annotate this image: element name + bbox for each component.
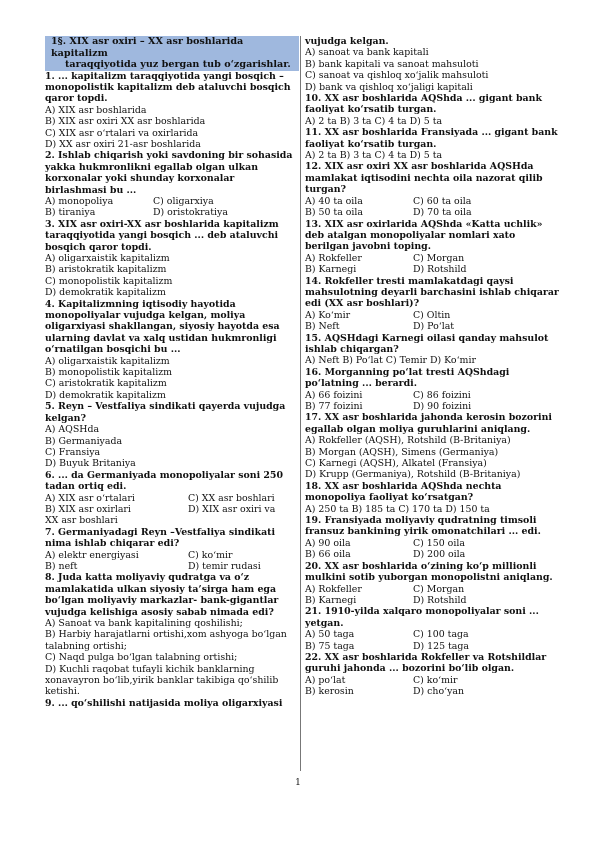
answer-option: C) 100 taga: [413, 629, 469, 641]
question-text: 20. XX asr boshlarida o‘zining ko‘p millionli mulkini sotib yuborgan monopolistni aniqlang.: [305, 560, 553, 584]
question-text: 16. Morganning po‘lat tresti AQShdagi po‘latning ... berardi.: [305, 366, 510, 390]
answer-option: A) elektr energiyasi: [45, 549, 139, 561]
question-text: 9. ... qo‘shilishi natijasida moliya oligarxiyasi: [45, 697, 283, 709]
answer-option: XX asr boshlari: [45, 515, 118, 527]
answer-option: D) cho‘yan: [413, 686, 464, 698]
answer-option: D) 70 ta oila: [413, 207, 472, 219]
answer-option-row: [305, 207, 559, 218]
answer-option: B) Harbiy harajatlarni ortishi,xom ashyoga bo‘lgan talabning ortishi;: [45, 629, 287, 652]
answer-option: B) 50 ta oila: [305, 207, 364, 219]
right-question-list: [305, 36, 559, 698]
question-text: 3. XIX asr oxiri-XX asr boshlarida kapitalizm taraqqiyotida yangi bosqich ... deb ataluvchi bosqich qaror topdi.: [45, 218, 279, 253]
answer-option: A) 50 taga: [305, 629, 355, 641]
question-text: 22. XX asr boshlarida Rokfeller va Rotshildlar guruhi jahonda ... bozorini bo‘lib olgan.: [305, 651, 547, 675]
question-text: 5. Reyn – Vestfaliya sindikati qayerda vujudga kelgan?: [45, 401, 286, 424]
answer-option: A) monopoliya: [45, 195, 114, 207]
question-text: 12. XIX asr oxiri XX asr boshlarida AQSHda mamlakat iqtisodini nechta oila nazorat qilib turgan?: [305, 161, 543, 196]
answer-option: B) tiraniya: [45, 207, 96, 219]
answer-option: C) Fransiya: [45, 446, 101, 458]
answer-option: C) 86 foizini: [413, 389, 471, 401]
answer-option: A) Rokfeller: [305, 252, 362, 264]
answer-option: A) oligarxaistik kapitalizm: [45, 253, 170, 264]
answer-option: C) XIX asr o‘rtalari va oxirlarida: [45, 127, 199, 139]
answer-option: C) Morgan: [413, 252, 465, 264]
answer-option-row: [45, 196, 299, 207]
answer-option: C) 150 oila: [413, 537, 465, 549]
answer-option: C) ko‘mir: [188, 549, 233, 561]
answer-option: A) 2 ta B) 3 ta C) 4 ta D) 5 ta: [305, 115, 443, 127]
answer-option: C) monopolistik kapitalizm: [45, 275, 173, 287]
answer-option: B) 75 taga: [305, 640, 355, 652]
question-text: 11. XX asr boshlarida Fransiyada ... gigant bank faoliyat ko‘rsatib turgan.: [305, 127, 558, 150]
answer-option-row: [305, 390, 559, 401]
answer-option: C) Oltin: [413, 309, 451, 321]
answer-option-row: [305, 595, 559, 606]
answer-option: B) XIX asr oxirlari: [45, 503, 131, 515]
answer-option: A) 250 ta B) 185 ta C) 170 ta D) 150 ta: [305, 503, 490, 515]
answer-option: A) Neft B) Po‘lat C) Temir D) Ko‘mir: [305, 355, 476, 367]
right-column: [305, 36, 559, 698]
answer-option: B) Karnegi: [305, 264, 357, 276]
answer-option: C) oligarxiya: [153, 195, 214, 207]
answer-option: A) sanoat va bank kapitali: [305, 47, 429, 59]
answer-option: B) neft: [45, 560, 78, 572]
column-divider: [300, 36, 301, 771]
answer-option-row: [305, 641, 559, 652]
question-text: 21. 1910-yilda xalqaro monopoliyalar soni ... yetgan.: [305, 606, 539, 629]
answer-option-row: [45, 493, 299, 504]
answer-option: D) XX asr oxiri 21-asr boshlarida: [45, 138, 201, 150]
question-text: 10. XX asr boshlarida AQShda ... gigant bank faoliyat ko‘rsatib turgan.: [305, 93, 542, 116]
answer-option: C) aristokratik kapitalizm: [45, 378, 167, 390]
answer-option-row: [305, 629, 559, 640]
answer-option: B) Karnegi: [305, 594, 357, 606]
answer-option: A) Rokfeller: [305, 583, 362, 595]
answer-option: B) Neft: [305, 321, 340, 333]
answer-option: D) Krupp (Germaniya), Rotshild (B-Britaniya): [305, 469, 521, 481]
answer-option: B) 77 foizini: [305, 401, 363, 412]
answer-option: B) aristokratik kapitalizm: [45, 264, 167, 276]
answer-option-row: [305, 253, 559, 264]
answer-option: D) Po‘lat: [413, 321, 455, 333]
answer-option: B) monopolistik kapitalizm: [45, 367, 173, 379]
answer-option-row: [305, 549, 559, 560]
answer-option: A) 40 ta oila: [305, 195, 363, 207]
answer-option: C) Naqd pulga bo‘lgan talabning ortishi;: [45, 652, 238, 664]
answer-option: C) 60 ta oila: [413, 195, 472, 207]
answer-option: A) po‘lat: [305, 674, 346, 686]
answer-option: A) Ko‘mir: [305, 309, 351, 321]
section-title-line1: 1§. XIX asr oxiri – XX asr boshlarida kapitalizm: [51, 36, 244, 59]
answer-option: D) Rotshild: [413, 264, 467, 276]
question-text: 4. Kapitalizmning iqtisodiy hayotida monopoliyalar vujudga kelgan, moliya oligarxiyasi shakllangan, siyosiy hayotda esa ularning davlat va xalq ustidan hukmronligi o‘rnatilgan bosqichi bu ...: [45, 298, 280, 356]
question-text: 8. Juda katta moliyaviy qudratga va o‘z mamlakatida ulkan siyosiy ta’sirga ham ega bo‘lgan moliyaviy markazlar- bank-gigantlar vujudga kelishiga asosiy sabab nimada edi?: [45, 572, 279, 618]
answer-option: B) kerosin: [305, 686, 354, 698]
question-text: 7. Germaniyadagi Reyn –Vestfaliya sindikati nima ishlab chiqarar edi?: [45, 526, 276, 550]
answer-option-row: [305, 401, 559, 412]
answer-option-row: [305, 686, 559, 697]
answer-option: A) XIX asr o‘rtalari: [45, 492, 135, 504]
page-number: 1: [295, 778, 301, 788]
answer-option-row: [45, 504, 299, 515]
question-text: 6. ... da Germaniyada monopoliyalar soni 250 tadan ortiq edi.: [45, 469, 283, 493]
answer-option: A) oligarxaistik kapitalizm: [45, 355, 170, 367]
answer-option: B) bank kapitali va sanoat mahsuloti: [305, 58, 479, 70]
answer-option-row: [45, 207, 299, 218]
section-title: [45, 36, 299, 71]
answer-option: C) XX asr boshlari: [188, 492, 275, 504]
left-question-list: [45, 71, 299, 710]
question-text: 2. Ishlab chiqarish yoki savdoning bir sohasida yakka hukmronlikni egallab olgan ulkan korxonalar yoki shunday korxonalar birlashmasi bu ...: [45, 150, 293, 196]
answer-option-row: [305, 310, 559, 321]
answer-option: D) Kuchli raqobat tufayli kichik banklarning xonavayron bo‘lib,yirik banklar takibiga qo‘shilib ketishi.: [45, 663, 279, 698]
answer-option: D) oristokratiya: [153, 207, 228, 219]
answer-option: D) 90 foizini: [413, 401, 472, 412]
answer-option: D) Rotshild: [413, 594, 467, 606]
question-text: 14. Rokfeller tresti mamlakatdagi qaysi mahsulotning deyarli barchasini ishlab chiqarar edi (XX asr boshlari)?: [305, 275, 559, 310]
question-text: 19. Fransiyada moliyaviy qudratning timsoli fransuz bankining yirik omonatchilari ... edi.: [305, 515, 541, 538]
answer-option: C) Karnegi (AQSH), Alkatel (Fransiya): [305, 458, 487, 470]
answer-option-row: [45, 561, 299, 572]
answer-option: C) sanoat va qishloq xo‘jalik mahsuloti: [305, 70, 489, 82]
left-column: [45, 36, 299, 709]
answer-option: C) ko‘mir: [413, 674, 458, 686]
question-text: 1. ... kapitalizm taraqqiyotida yangi bosqich – monopolistik kapitalizm deb ataluvchi bosqich qaror topdi.: [45, 70, 291, 105]
question-text: 13. XIX asr oxirlarida AQShda «Katta uchlik» deb atalgan monopoliyalar nomlari xato berilgan javobni toping.: [305, 218, 543, 253]
answer-option-row: [305, 538, 559, 549]
answer-option: A) Sanoat va bank kapitalining qoshilishi;: [45, 618, 243, 629]
answer-option-row: [305, 196, 559, 207]
section-title-line2: taraqqiyotida yuz bergan tub o‘zgarishlar.: [65, 59, 291, 70]
question-text: 17. XX asr boshlarida jahonda kerosin bozorini egallab olgan moliya guruhlarini aniqlang.: [305, 412, 552, 435]
answer-option: D) demokratik kapitalizm: [45, 287, 166, 299]
answer-option: D) 125 taga: [413, 640, 469, 652]
answer-option: C) Morgan: [413, 583, 465, 595]
answer-option: D) bank va qishloq xo‘jaligi kapitali: [305, 81, 473, 93]
answer-option: D) temir rudasi: [188, 560, 261, 572]
answer-option-row: [305, 584, 559, 595]
answer-option: B) Germaniyada: [45, 435, 123, 447]
answer-option: A) 66 foizini: [305, 389, 363, 401]
question-text: 15. AQSHdagi Karnegi oilasi qanday mahsulot ishlab chiqargan?: [305, 332, 549, 355]
answer-option: A) Rokfeller (AQSH), Rotshild (B-Britaniya): [305, 435, 511, 447]
answer-option: B) Morgan (AQSH), Simens (Germaniya): [305, 446, 499, 458]
answer-option: B) XIX asr oxiri XX asr boshlarida: [45, 116, 206, 128]
answer-option: D) 200 oila: [413, 549, 466, 561]
answer-option: B) 66 oila: [305, 549, 351, 561]
answer-option: A) 90 oila: [305, 537, 351, 549]
answer-option-row: [305, 264, 559, 275]
answer-option-row: [45, 550, 299, 561]
answer-option: D) demokratik kapitalizm: [45, 389, 166, 401]
answer-option: D) XIX asr oxiri va: [188, 503, 276, 515]
answer-option-row: [305, 675, 559, 686]
question-text: vujudga kelgan.: [305, 36, 389, 47]
answer-option-row: [305, 321, 559, 332]
answer-option: A) XIX asr boshlarida: [45, 104, 147, 116]
answer-option: D) Buyuk Britaniya: [45, 458, 136, 470]
answer-option: A) AQSHda: [45, 424, 100, 436]
answer-option: A) 2 ta B) 3 ta C) 4 ta D) 5 ta: [305, 150, 443, 162]
question-text: 18. XX asr boshlarida AQShda nechta monopoliya faoliyat ko‘rsatgan?: [305, 480, 502, 504]
